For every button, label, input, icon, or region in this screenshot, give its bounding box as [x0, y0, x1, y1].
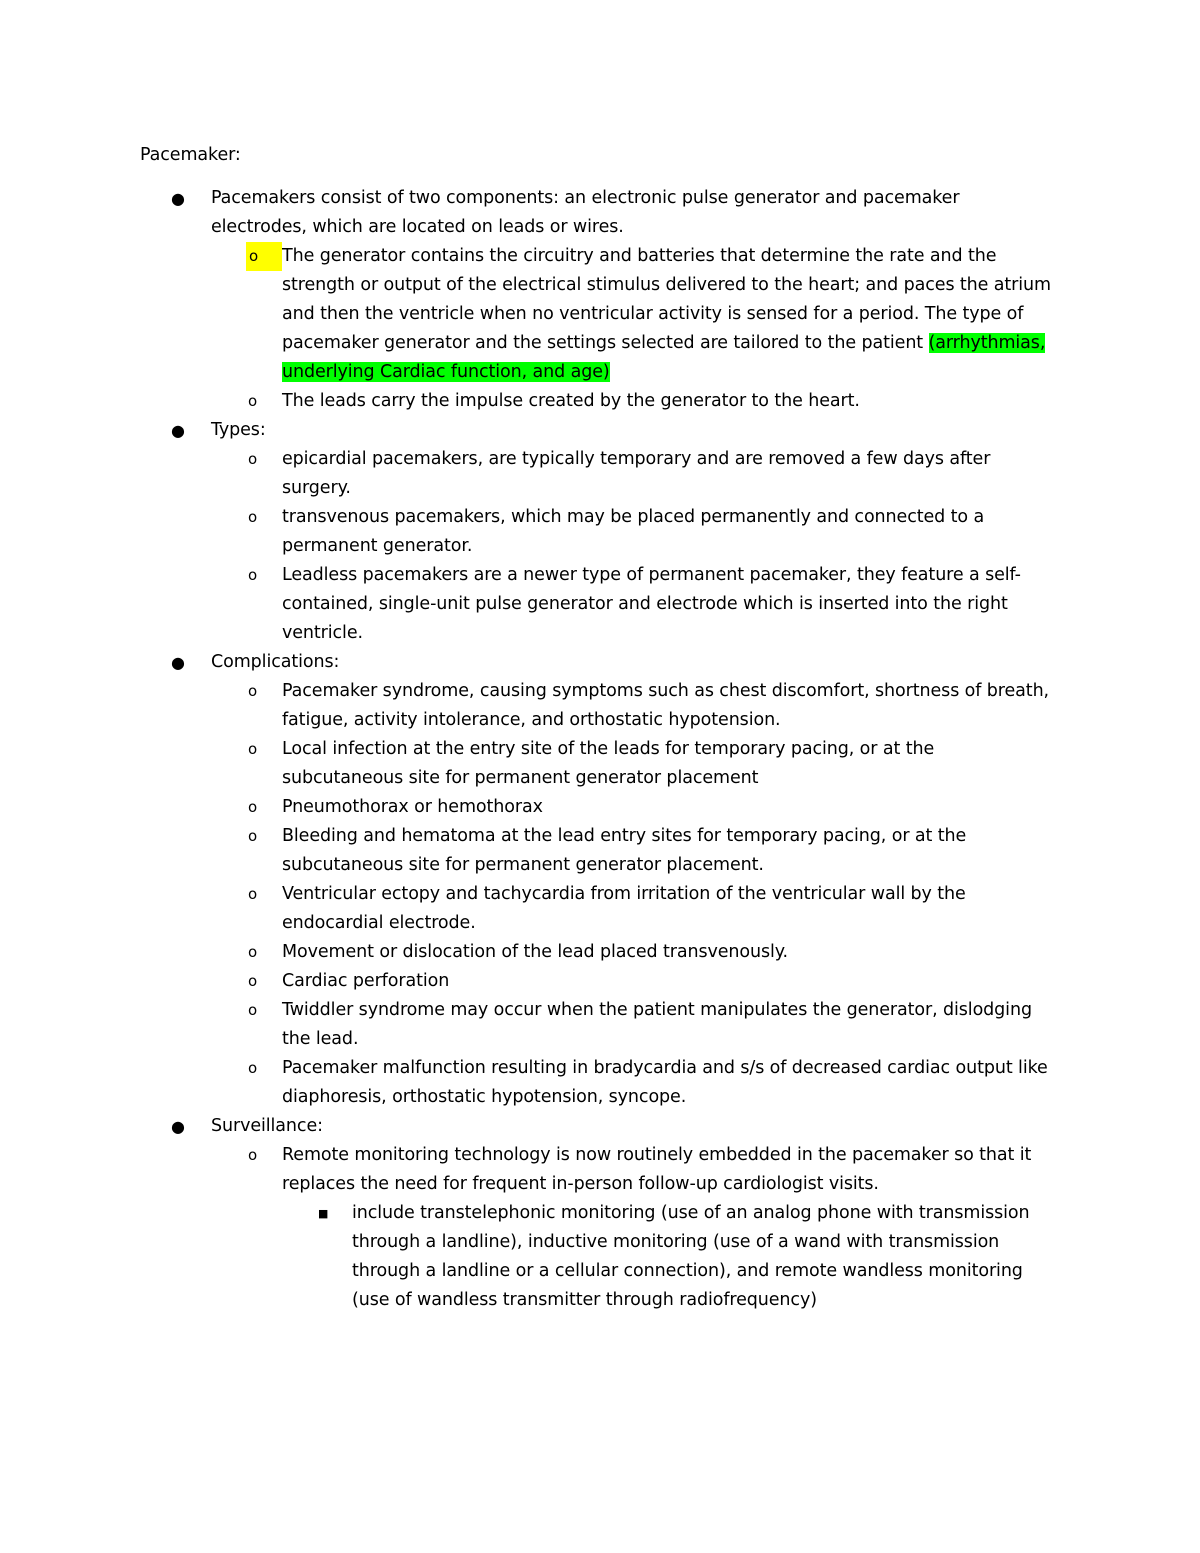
list-item — [140, 822, 1060, 880]
document-body — [140, 141, 1060, 1315]
list-item — [140, 445, 1060, 503]
bullet-icon: ● — [171, 653, 185, 672]
complications-label: Complications: — [211, 652, 340, 672]
main-list — [140, 184, 1060, 1315]
monitoring-methods-text: include transtelephonic monitoring (use of an analog phone with transmission through a landline), inductive monitoring (use of a wand with transmission through a landline or a cellular connection), and remote wandless monitoring (use of wandless transmitter through radiofrequency) — [352, 1203, 1030, 1310]
list-item — [140, 677, 1060, 735]
list-item — [140, 880, 1060, 938]
list-item-surveillance — [140, 1112, 1060, 1141]
circle-bullet-icon: o — [248, 827, 258, 845]
remote-monitoring-text: Remote monitoring technology is now routinely embedded in the pacemaker so that it replaces the need for frequent in-person follow-up cardiologist visits. — [282, 1145, 1032, 1194]
list-item-text: epicardial pacemakers, are typically temporary and are removed a few days after surgery. — [282, 449, 991, 498]
circle-bullet-icon: o — [248, 1059, 258, 1077]
list-item-text: Ventricular ectopy and tachycardia from irritation of the ventricular wall by the endocardial electrode. — [282, 884, 966, 933]
circle-bullet-icon: o — [248, 885, 258, 903]
list-item-text: transvenous pacemakers, which may be placed permanently and connected to a permanent generator. — [282, 507, 985, 556]
list-item — [140, 967, 1060, 996]
sublist-item-leads — [140, 387, 1060, 416]
circle-bullet-icon: o — [248, 798, 258, 816]
circle-bullet-icon: o — [248, 566, 258, 584]
list-item-text: Pacemaker syndrome, causing symptoms such as chest discomfort, shortness of breath, fatigue, activity intolerance, and orthostatic hypotension. — [282, 681, 1050, 730]
sublist-item-generator — [140, 242, 1060, 387]
list-item-text: Pneumothorax or hemothorax — [282, 797, 543, 817]
generator-text: The generator contains the circuitry and batteries that determine the rate and the strength or output of the electrical stimulus delivered to the heart; and paces the atrium and then the ventricle when no ventricular activity is sensed for a period. The type of pacemaker generator and the settings selected are tailored to the patient — [282, 246, 1051, 353]
list-item-text: Leadless pacemakers are a newer type of permanent pacemaker, they feature a self-contained, single-unit pulse generator and electrode which is inserted into the right ventricle. — [282, 565, 1021, 643]
list-item-text: Local infection at the entry site of the leads for temporary pacing, or at the subcutaneous site for permanent generator placement — [282, 739, 935, 788]
circle-bullet-icon: o — [248, 450, 258, 468]
types-label: Types: — [211, 420, 266, 440]
components-text: Pacemakers consist of two components: an electronic pulse generator and pacemaker electrodes, which are located on leads or wires. — [211, 188, 960, 237]
generator-highlight: (arrhythmias, underlying Cardiac function, and age) — [282, 333, 1046, 382]
bullet-icon: ● — [171, 189, 185, 208]
circle-bullet-icon: o — [246, 242, 282, 271]
list-item — [140, 793, 1060, 822]
list-item-text: Cardiac perforation — [282, 971, 450, 991]
list-item-complications — [140, 648, 1060, 677]
list-item — [140, 503, 1060, 561]
list-item — [140, 1054, 1060, 1112]
circle-bullet-icon: o — [248, 682, 258, 700]
list-item — [140, 996, 1060, 1054]
document-title: Pacemaker: — [140, 145, 241, 165]
square-bullet-icon: ■ — [318, 1207, 329, 1220]
list-item — [140, 561, 1060, 648]
list-item-text: Twiddler syndrome may occur when the patient manipulates the generator, dislodging the lead. — [282, 1000, 1032, 1049]
circle-bullet-icon: o — [248, 1146, 258, 1164]
circle-bullet-icon: o — [248, 392, 258, 410]
list-item-text: Bleeding and hematoma at the lead entry sites for temporary pacing, or at the subcutaneous site for permanent generator placement. — [282, 826, 967, 875]
circle-bullet-icon: o — [248, 508, 258, 526]
list-item-text: Pacemaker malfunction resulting in bradycardia and s/s of decreased cardiac output like diaphoresis, orthostatic hypotension, syncope. — [282, 1058, 1048, 1107]
list-item — [140, 938, 1060, 967]
surveillance-label: Surveillance: — [211, 1116, 323, 1136]
bullet-icon: ● — [171, 1117, 185, 1136]
list-item — [140, 1199, 1060, 1315]
circle-bullet-icon: o — [248, 943, 258, 961]
list-item-components — [140, 184, 1060, 242]
circle-bullet-icon: o — [248, 740, 258, 758]
leads-text: The leads carry the impulse created by the generator to the heart. — [282, 391, 860, 411]
list-item — [140, 735, 1060, 793]
circle-bullet-icon: o — [248, 972, 258, 990]
bullet-icon: ● — [171, 421, 185, 440]
list-item — [140, 1141, 1060, 1199]
circle-bullet-icon: o — [248, 1001, 258, 1019]
list-item-types — [140, 416, 1060, 445]
list-item-text: Movement or dislocation of the lead placed transvenously. — [282, 942, 789, 962]
